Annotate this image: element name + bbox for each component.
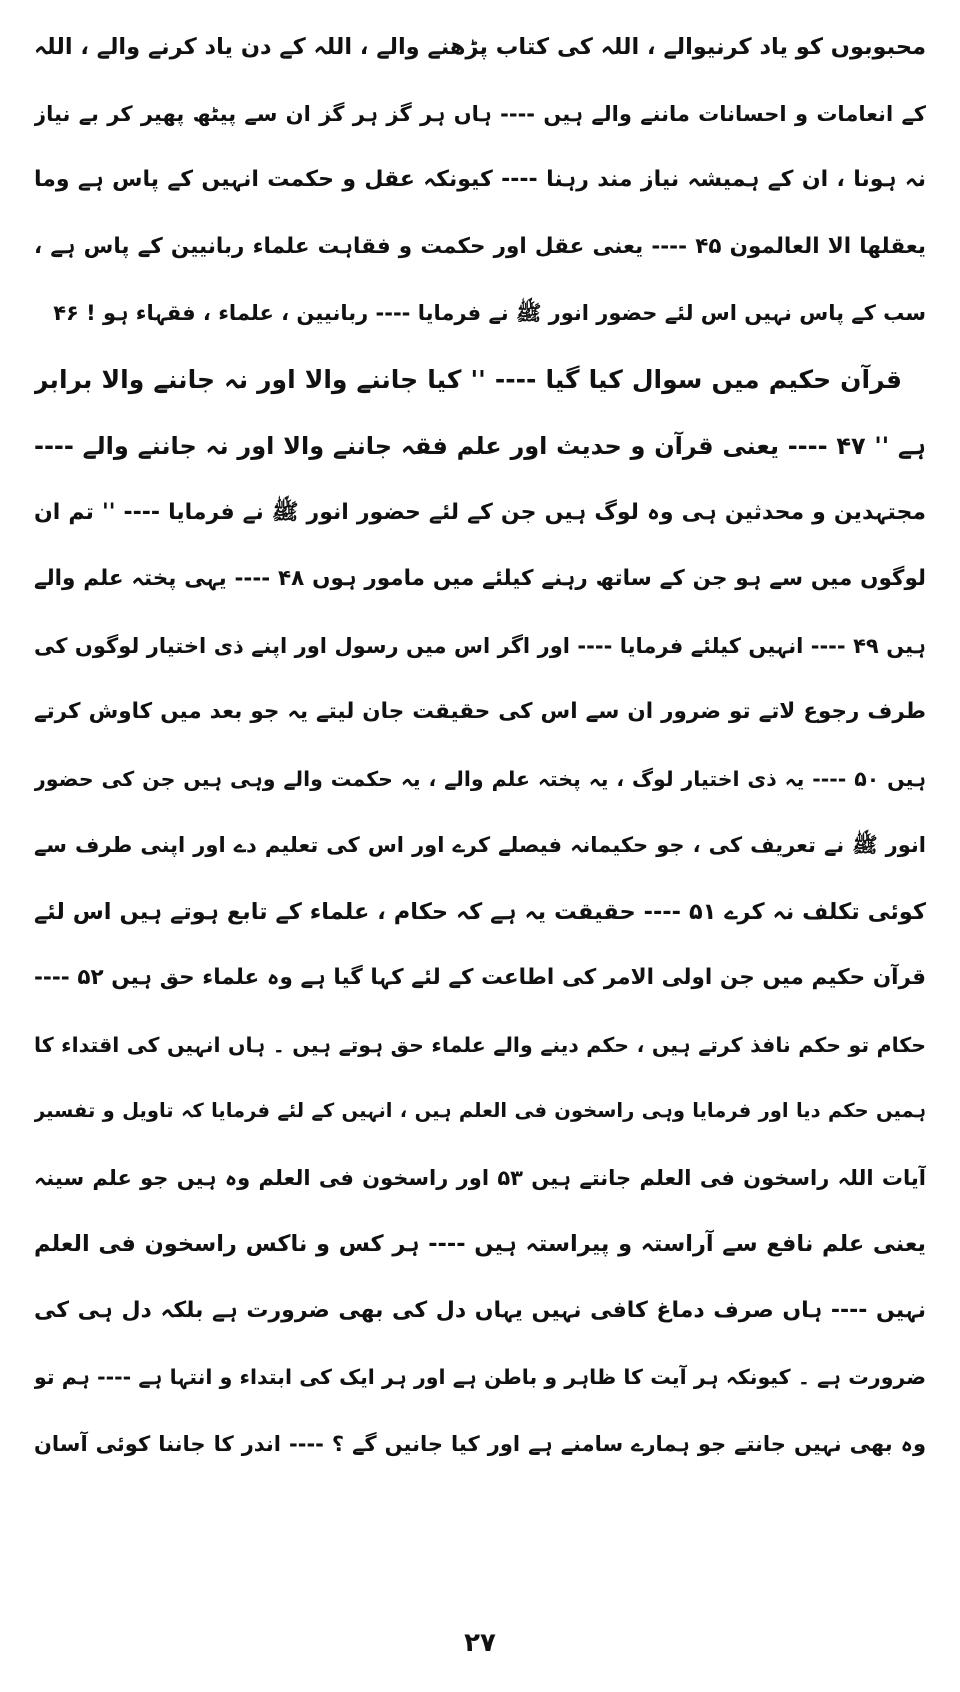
text-line-4: یعقلھا الا العالمون ۴۵ ---- یعنی عقل اور حکمت و فقاہت علماء ربانیین کے پاس ہے ، <box>34 233 926 259</box>
text-line-3: نہ ہونا ، ان کے ہمیشہ نیاز مند رہنا ---- کیونکہ عقل و حکمت انہیں کے پاس ہے وما <box>34 167 926 192</box>
text-line-7: ہے '' ۴۷ ---- یعنی قرآن و حدیث اور علم فقہ جاننے والا اور نہ جاننے والے ---- <box>34 432 926 460</box>
text-line-19: یعنی علم نافع سے آراستہ و پیراستہ ہیں ---- ہر کس و ناکس راسخون فی العلم <box>34 1231 926 1257</box>
text-line-15: قرآن حکیم میں جن اولی الامر کی اطاعت کے لئے کہا گیا ہے وہ علماء حق ہیں ۵۲ ---- <box>34 965 926 990</box>
page-number: ۲۷ <box>464 1628 496 1658</box>
text-line-2: کے انعامات و احسانات ماننے والے ہیں ---- ہاں ہر گز ہر گز ان سے پیٹھ پھیر کر بے نیاز <box>34 101 926 126</box>
text-line-11: طرف رجوع لاتے تو ضرور ان سے اس کی حقیقت جان لیتے یہ جو بعد میں کاوش کرتے <box>34 699 926 724</box>
text-line-16: حکام تو حکم نافذ کرتے ہیں ، حکم دینے والے علماء حق ہوتے ہیں ۔ ہاں انہیں کی اقتداء کا <box>34 1032 926 1057</box>
text-line-21: ضرورت ہے ۔ کیونکہ ہر آیت کا ظاہر و باطن ہے اور ہر ایک کی ابتداء و انتہا ہے ---- ہم تو <box>34 1365 926 1389</box>
text-line-20: نہیں ---- ہاں صرف دماغ کافی نہیں یہاں دل کی بھی ضرورت ہے بلکہ دل ہی کی <box>34 1297 926 1323</box>
text-line-9: لوگوں میں سے ہو جن کے ساتھ رہنے کیلئے میں مامور ہوں ۴۸ ---- یہی پختہ علم والے <box>34 566 926 591</box>
text-line-6: قرآن حکیم میں سوال کیا گیا ---- '' کیا جاننے والا اور نہ جاننے والا برابر <box>34 364 902 394</box>
text-line-17: ہمیں حکم دیا اور فرمایا وہی راسخون فی العلم ہیں ، انہیں کے لئے فرمایا کہ تاویل و تفسیر <box>34 1099 926 1122</box>
text-line-1: محبوبوں کو یاد کرنیوالے ، اللہ کی کتاب پڑھنے والے ، اللہ کے دن یاد کرنے والے ، اللہ <box>34 34 926 60</box>
text-line-14: کوئی تکلف نہ کرے ۵۱ ---- حقیقت یہ ہے کہ حکام ، علماء کے تابع ہوتے ہیں اس لئے <box>34 898 926 925</box>
text-line-18: آیات اللہ راسخون فی العلم جانتے ہیں ۵۳ اور راسخون فی العلم وہ ہیں جو علم سینہ <box>34 1165 926 1190</box>
text-line-22: وہ بھی نہیں جانتے جو ہمارے سامنے ہے اور کیا جانیں گے ؟ ---- اندر کا جاننا کوئی آسان <box>34 1431 926 1456</box>
text-line-8: مجتہدین و محدثین ہی وہ لوگ ہیں جن کے لئے حضور انور ﷺ نے فرمایا ---- '' تم ان <box>34 499 926 525</box>
text-line-13: انور ﷺ نے تعریف کی ، جو حکیمانہ فیصلے کرے اور اس کی تعلیم دے اور اپنی طرف سے <box>34 833 926 857</box>
text-line-5: سب کے پاس نہیں اس لئے حضور انور ﷺ نے فرمایا ---- ربانیین ، علماء ، فقہاء ہو ! ۴۶ <box>53 301 926 325</box>
text-line-10: ہیں ۴۹ ---- انہیں کیلئے فرمایا ---- اور اگر اس میں رسول اور اپنے ذی اختیار لوگوں کی <box>34 633 926 658</box>
text-line-12: ہیں ۵۰ ---- یہ ذی اختیار لوگ ، یہ پختہ علم والے ، یہ حکمت والے وہی ہیں جن کی حضور <box>34 766 926 791</box>
page-body <box>34 14 926 1477</box>
